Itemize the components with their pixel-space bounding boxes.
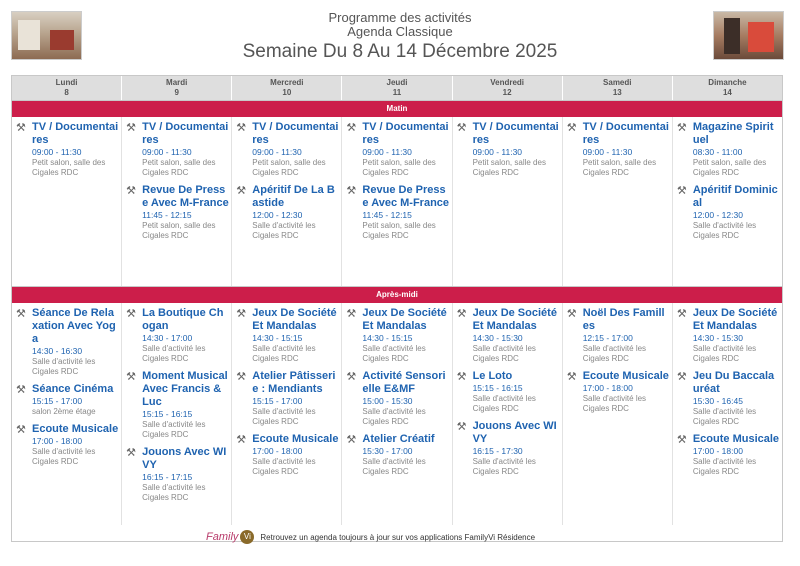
residence-photo-left [11, 11, 82, 60]
activity-time: 12:00 - 12:30 [252, 210, 303, 220]
day-name: Mardi [166, 78, 188, 87]
activity-place: Salle d'activité les Cigales RDC [582, 394, 647, 413]
activity-title: La Boutique Chogan [142, 307, 224, 332]
day-column-dimanche [672, 303, 782, 525]
day-name: Vendredi [490, 78, 525, 87]
activity-time: 17:00 - 18:00 [582, 383, 633, 393]
activity-title: Jouons Avec WIVY [142, 446, 227, 471]
activity-time: 12:00 - 12:30 [692, 210, 743, 220]
familyvi-logo: Family [206, 531, 239, 543]
activity-time: 15:15 - 16:15 [472, 383, 523, 393]
activity-icon: ⚒ [566, 308, 577, 320]
activity-icon: ⚒ [126, 371, 137, 383]
activity-body [693, 307, 780, 364]
activity-item[interactable] [567, 121, 670, 178]
activity-title: Atelier Pâtisserie : Mendiants [252, 370, 336, 395]
day-header-jeudi [341, 76, 451, 100]
activity-item[interactable] [677, 370, 780, 427]
activity-time: 15:15 - 16:15 [142, 409, 193, 419]
activity-icon: ⚒ [676, 308, 687, 320]
activity-item[interactable] [677, 184, 780, 241]
day-column-lundi [12, 303, 121, 525]
activity-title: Moment Musical Avec Francis & Luc [142, 370, 228, 408]
activity-time: 09:00 - 11:30 [362, 147, 412, 157]
activity-body [252, 184, 339, 241]
activity-title: Revue De Presse Avec M-France [142, 184, 229, 209]
activity-body [693, 370, 780, 427]
activity-place: salon 2ème étage [32, 407, 96, 416]
activity-item[interactable] [567, 370, 670, 414]
activity-time: 08:30 - 11:00 [692, 147, 743, 157]
day-column-lundi [12, 117, 121, 286]
activity-time: 11:45 - 12:15 [142, 210, 192, 220]
activity-icon: ⚒ [236, 185, 247, 197]
activity-body [473, 420, 560, 477]
activity-body [362, 370, 449, 427]
activity-body [693, 121, 780, 178]
activity-time: 12:15 - 17:00 [582, 333, 633, 343]
activity-place: Salle d'activité les Cigales RDC [142, 483, 206, 502]
activity-title: TV / Documentaires [362, 121, 449, 146]
activity-time: 09:00 - 11:30 [32, 147, 82, 157]
activity-time: 09:00 - 11:30 [472, 147, 523, 157]
activity-icon: ⚒ [16, 308, 26, 320]
activity-title: Jeux De Société Et Mandalas [362, 307, 447, 332]
activity-place: Salle d'activité les Cigales RDC [142, 344, 206, 363]
activity-icon: ⚒ [566, 371, 577, 383]
activity-title: TV / Documentaires [472, 121, 559, 146]
day-column-jeudi [341, 303, 451, 525]
activity-time: 14:30 - 15:30 [692, 333, 743, 343]
activity-time: 11:45 - 12:15 [362, 210, 412, 220]
activity-icon: ⚒ [456, 308, 467, 320]
header-line1: Programme des activités [328, 10, 472, 25]
activity-place: Petit salon, salle des Cigales RDC [362, 158, 436, 177]
activity-item[interactable] [457, 370, 560, 414]
activity-title: Atelier Créatif [362, 433, 435, 445]
activity-body [252, 307, 339, 364]
day-column-mardi [121, 117, 231, 286]
activity-item[interactable] [16, 121, 119, 178]
activity-time: 09:00 - 11:30 [142, 147, 192, 157]
header-line2: Agenda Classique [347, 24, 453, 39]
activity-body [32, 307, 119, 377]
day-header-mercredi [231, 76, 341, 100]
day-number: 12 [502, 88, 512, 97]
day-number: 9 [174, 88, 179, 97]
activity-item[interactable] [126, 121, 229, 178]
residence-photo-right [713, 11, 784, 60]
day-column-samedi [562, 117, 672, 286]
activity-icon: ⚒ [456, 371, 467, 383]
activity-title: TV / Documentaires [582, 121, 669, 146]
day-number: 8 [64, 88, 69, 97]
activity-place: Petit salon, salle des Cigales RDC [362, 221, 436, 240]
activity-place: Salle d'activité les Cigales RDC [252, 407, 316, 426]
activity-icon: ⚒ [346, 308, 357, 320]
activity-title: Ecoute Musicale [692, 433, 780, 445]
activity-place: Salle d'activité les Cigales RDC [142, 420, 206, 439]
activity-icon: ⚒ [676, 434, 687, 446]
activity-item[interactable] [346, 307, 449, 364]
day-header-samedi [562, 76, 672, 100]
activity-body [252, 370, 339, 427]
activity-time: 17:00 - 18:00 [692, 446, 743, 456]
day-name: Samedi [603, 78, 632, 87]
activity-item[interactable] [126, 446, 229, 503]
activity-place: Salle d'activité les Cigales RDC [362, 344, 426, 363]
activity-place: Petit salon, salle des Cigales RDC [142, 221, 216, 240]
section-band-apres-midi: Après-midi [12, 287, 782, 303]
activity-item[interactable] [346, 433, 449, 477]
activity-icon: ⚒ [456, 421, 467, 433]
activity-icon: ⚒ [346, 185, 357, 197]
day-name: Lundi [55, 78, 78, 87]
activity-title: Séance Cinéma [32, 383, 114, 395]
activity-time: 14:30 - 17:00 [142, 333, 193, 343]
activity-icon: ⚒ [346, 122, 357, 134]
activity-item[interactable] [236, 370, 339, 427]
activity-item[interactable] [677, 307, 780, 364]
activity-icon: ⚒ [676, 371, 687, 383]
footer [206, 530, 535, 544]
day-name: Mercredi [270, 78, 304, 87]
activity-item[interactable] [236, 121, 339, 178]
activity-body [142, 121, 229, 178]
activity-icon: ⚒ [676, 122, 687, 134]
activity-place: Salle d'activité les Cigales RDC [692, 407, 757, 426]
activity-item[interactable] [236, 184, 339, 241]
activity-icon: ⚒ [16, 424, 26, 436]
activity-item[interactable] [126, 184, 229, 241]
matin-columns [12, 117, 782, 287]
activity-title: Apéritif Dominical [692, 184, 778, 209]
day-column-vendredi [452, 303, 562, 525]
activity-icon: ⚒ [126, 122, 137, 134]
activity-body [362, 307, 449, 364]
activity-place: Salle d'activité les Cigales RDC [362, 407, 426, 426]
activity-icon: ⚒ [16, 122, 26, 134]
activity-place: Petit salon, salle des Cigales RDC [472, 158, 546, 177]
activity-time: 17:00 - 18:00 [32, 436, 83, 446]
activity-body [142, 307, 229, 364]
activity-body [362, 184, 449, 241]
day-column-mercredi [231, 117, 341, 286]
activity-place: Salle d'activité les Cigales RDC [252, 457, 316, 476]
day-header-lundi [12, 76, 121, 100]
activity-title: Noël Des Familles [582, 307, 665, 332]
activity-item[interactable] [457, 307, 560, 364]
activity-time: 15:30 - 16:45 [692, 396, 743, 406]
activity-title: Activité Sensorielle E&MF [362, 370, 446, 395]
activity-body [252, 121, 339, 178]
activity-body [693, 184, 780, 241]
activity-body [32, 383, 119, 417]
activity-icon: ⚒ [236, 122, 247, 134]
activity-body [142, 370, 229, 440]
day-number: 11 [392, 88, 402, 97]
activity-item[interactable] [126, 307, 229, 364]
activity-title: Le Loto [472, 370, 513, 382]
activity-body [252, 433, 339, 477]
activity-time: 15:15 - 17:00 [252, 396, 303, 406]
day-name: Jeudi [386, 78, 408, 87]
activity-place: Salle d'activité les Cigales RDC [362, 457, 426, 476]
activity-icon: ⚒ [676, 185, 687, 197]
familyvi-heart-icon: Vi [240, 530, 254, 544]
activity-item[interactable] [457, 420, 560, 477]
day-header-mardi [121, 76, 231, 100]
activity-place: Petit salon, salle des Cigales RDC [582, 158, 657, 177]
activity-place: Salle d'activité les Cigales RDC [472, 394, 536, 413]
section-band-matin: Matin [12, 101, 782, 117]
activity-icon: ⚒ [236, 434, 247, 446]
activity-icon: ⚒ [126, 447, 137, 459]
day-name: Dimanche [708, 78, 747, 87]
activity-item[interactable] [677, 433, 780, 477]
activity-place: Petit salon, salle des Cigales RDC [142, 158, 216, 177]
activity-icon: ⚒ [346, 371, 357, 383]
activity-icon: ⚒ [126, 308, 137, 320]
activity-time: 16:15 - 17:15 [142, 472, 193, 482]
day-number: 14 [722, 88, 732, 97]
weekly-agenda-grid [11, 75, 783, 542]
activity-time: 16:15 - 17:30 [472, 446, 523, 456]
activity-icon: ⚒ [566, 122, 577, 134]
activity-place: Salle d'activité les Cigales RDC [692, 221, 757, 240]
activity-item[interactable] [16, 383, 119, 417]
activity-time: 15:30 - 17:00 [362, 446, 413, 456]
activity-time: 14:30 - 15:30 [472, 333, 523, 343]
activity-item[interactable] [677, 121, 780, 178]
activity-item[interactable] [346, 121, 449, 178]
day-number: 10 [282, 88, 292, 97]
day-header-dimanche [672, 76, 782, 100]
activity-item[interactable] [567, 307, 670, 364]
activity-place: Salle d'activité les Cigales RDC [32, 357, 96, 376]
activity-icon: ⚒ [236, 308, 247, 320]
activity-place: Salle d'activité les Cigales RDC [692, 457, 757, 476]
apres-midi-columns [12, 303, 782, 525]
day-column-mardi [121, 303, 231, 525]
activity-body [473, 370, 560, 414]
activity-item[interactable] [346, 184, 449, 241]
day-column-samedi [562, 303, 672, 525]
activity-time: 09:00 - 11:30 [582, 147, 633, 157]
day-column-mercredi [231, 303, 341, 525]
activity-icon: ⚒ [456, 122, 467, 134]
activity-place: Petit salon, salle des Cigales RDC [252, 158, 326, 177]
activity-title: Revue De Presse Avec M-France [362, 184, 450, 209]
activity-body [473, 121, 560, 178]
activity-item[interactable] [16, 423, 119, 467]
day-number: 13 [612, 88, 622, 97]
activity-time: 14:30 - 15:15 [252, 333, 303, 343]
activity-icon: ⚒ [16, 384, 26, 396]
activity-title: Magazine Spirituel [692, 121, 774, 146]
activity-time: 14:30 - 15:15 [362, 333, 413, 343]
activity-place: Petit salon, salle des Cigales RDC [692, 158, 767, 177]
activity-item[interactable] [236, 307, 339, 364]
day-column-dimanche [672, 117, 782, 286]
activity-title: Jeux De Société Et Mandalas [252, 307, 337, 332]
activity-time: 17:00 - 18:00 [252, 446, 303, 456]
activity-title: Jeux De Société Et Mandalas [692, 307, 778, 332]
activity-title: Séance De Relaxation Avec Yoga [32, 307, 116, 345]
activity-time: 15:15 - 17:00 [32, 396, 83, 406]
activity-body [32, 121, 119, 178]
activity-body [32, 423, 119, 467]
activity-place: Salle d'activité les Cigales RDC [32, 447, 96, 466]
activity-body [583, 121, 670, 178]
activity-title: Ecoute Musicale [252, 433, 339, 445]
activity-icon: ⚒ [126, 185, 137, 197]
activity-place: Salle d'activité les Cigales RDC [252, 221, 316, 240]
activity-title: Ecoute Musicale [32, 423, 119, 435]
activity-title: Jouons Avec WIVY [472, 420, 557, 445]
activity-icon: ⚒ [236, 371, 247, 383]
activity-item[interactable] [236, 433, 339, 477]
activity-item[interactable] [346, 370, 449, 427]
activity-body [583, 307, 670, 364]
activity-title: Ecoute Musicale [582, 370, 669, 382]
activity-place: Petit salon, salle des Cigales RDC [32, 158, 106, 177]
activity-item[interactable] [457, 121, 560, 178]
activity-time: 09:00 - 11:30 [252, 147, 302, 157]
activity-time: 14:30 - 16:30 [32, 346, 83, 356]
activity-body [473, 307, 560, 364]
days-header-row [12, 76, 782, 101]
activity-place: Salle d'activité les Cigales RDC [252, 344, 316, 363]
activity-title: Apéritif De La Bastide [252, 184, 335, 209]
activity-place: Salle d'activité les Cigales RDC [582, 344, 647, 363]
day-column-vendredi [452, 117, 562, 286]
activity-title: TV / Documentaires [252, 121, 339, 146]
activity-icon: ⚒ [346, 434, 357, 446]
page-title: Semaine Du 8 Au 14 Décembre 2025 [242, 41, 558, 62]
activity-place: Salle d'activité les Cigales RDC [472, 344, 536, 363]
activity-item[interactable] [126, 370, 229, 440]
activity-body [693, 433, 780, 477]
activity-body [583, 370, 670, 414]
day-header-vendredi [452, 76, 562, 100]
activity-body [142, 184, 229, 241]
activity-place: Salle d'activité les Cigales RDC [472, 457, 536, 476]
footer-text: Retrouvez un agenda toujours à jour sur vos applications FamilyVi Résidence [260, 532, 536, 542]
activity-title: TV / Documentaires [142, 121, 229, 146]
activity-place: Salle d'activité les Cigales RDC [692, 344, 757, 363]
activity-body [362, 433, 449, 477]
activity-body [362, 121, 449, 178]
activity-title: TV / Documentaires [32, 121, 119, 146]
activity-item[interactable] [16, 307, 119, 377]
activity-title: Jeu Du Baccalauréat [692, 370, 775, 395]
activity-body [142, 446, 229, 503]
day-column-jeudi [341, 117, 451, 286]
activity-title: Jeux De Société Et Mandalas [472, 307, 557, 332]
page-header [150, 10, 650, 64]
activity-time: 15:00 - 15:30 [362, 396, 413, 406]
